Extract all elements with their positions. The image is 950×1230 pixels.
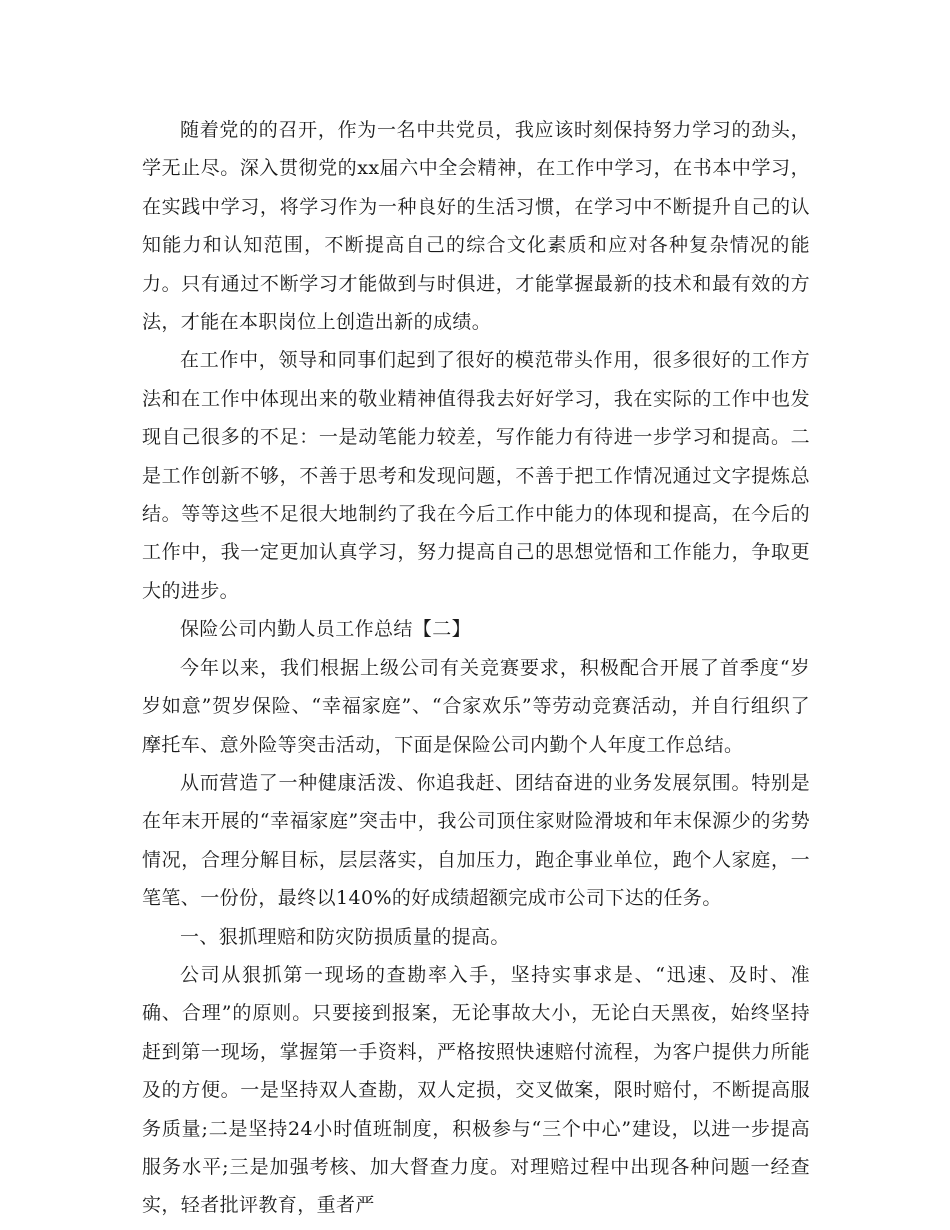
subsection-title: 一、狠抓理赔和防灾防损质量的提高。: [180, 925, 510, 948]
section-title: 保险公司内勤人员工作总结【二】: [180, 618, 472, 641]
paragraph-5: 公司从狠抓第一现场的查勘率入手，坚持实事求是、“迅速、及时、准确、合理”的原则。只要接到报案，无论事故大小，无论白天黑夜，始终坚持赶到第一现场，掌握第一手资料，严格按照快速赔付流程，为客户提供力所能及的方便。一是坚持双人查勘，双人定损，交叉做案，限时赔付，不断提高服务质量;二是坚持24小时值班制度，积极参与“三个中心”建设，以进一步提高服务水平;三是加强考核、加大督查力度。对理赔过程中出现各种问题一经查实，轻者批评教育，重者严: [142, 963, 810, 1217]
paragraph-1: 随着党的的召开，作为一名中共党员，我应该时刻保持努力学习的劲头，学无止尽。深入贯彻党的xx届六中全会精神，在工作中学习，在书本中学习，在实践中学习，将学习作为一种良好的生活习惯，在学习中不断提升自己的认知能力和认知范围，不断提高自己的综合文化素质和应对各种复杂情况的能 力。只有通过不断学习才能做到与时俱进，才能掌握最新的技术和最有效的方法，才能在本职岗位上创造出新的成绩。: [142, 119, 810, 334]
document-body: [142, 111, 810, 1225]
paragraph-2: 在工作中，领导和同事们起到了很好的模范带头作用，很多很好的工作方法和在工作中体现出来的敬业精神值得我去好好学习，我在实际的工作中也发现自己很多的不足：一是动笔能力较差，写作能力有待进一步学习和提高。二是工作创新不够，不善于思考和发现问题，不善于把工作情况通过文字提炼总结。等等这些不足很大地制约了我在今后工作中能力的体现和提高，在今后的工作中，我一定更加认真学习，努力提高自己的思想觉悟和工作能力，争取更大的进步。: [142, 349, 810, 602]
paragraph-3: 今年以来，我们根据上级公司有关竞赛要求，积极配合开展了首季度“岁岁如意”贺岁保险、“幸福家庭”、“合家欢乐”等劳动竞赛活动，并自行组织了摩托车、意外险等突击活动，下面是保险公司内勤个人年度工作总结。: [142, 656, 810, 756]
paragraph-4: 从而营造了一种健康活泼、你追我赶、团结奋进的业务发展氛围。特别是在年末开展的“幸福家庭”突击中，我公司顶住家财险滑坡和年末保源少的劣势情况，合理分解目标，层层落实，自加压力，跑企事业单位，跑个人家庭，一笔笔、一份份，最终以140%的好成绩超额完成市公司下达的任务。: [142, 771, 810, 910]
